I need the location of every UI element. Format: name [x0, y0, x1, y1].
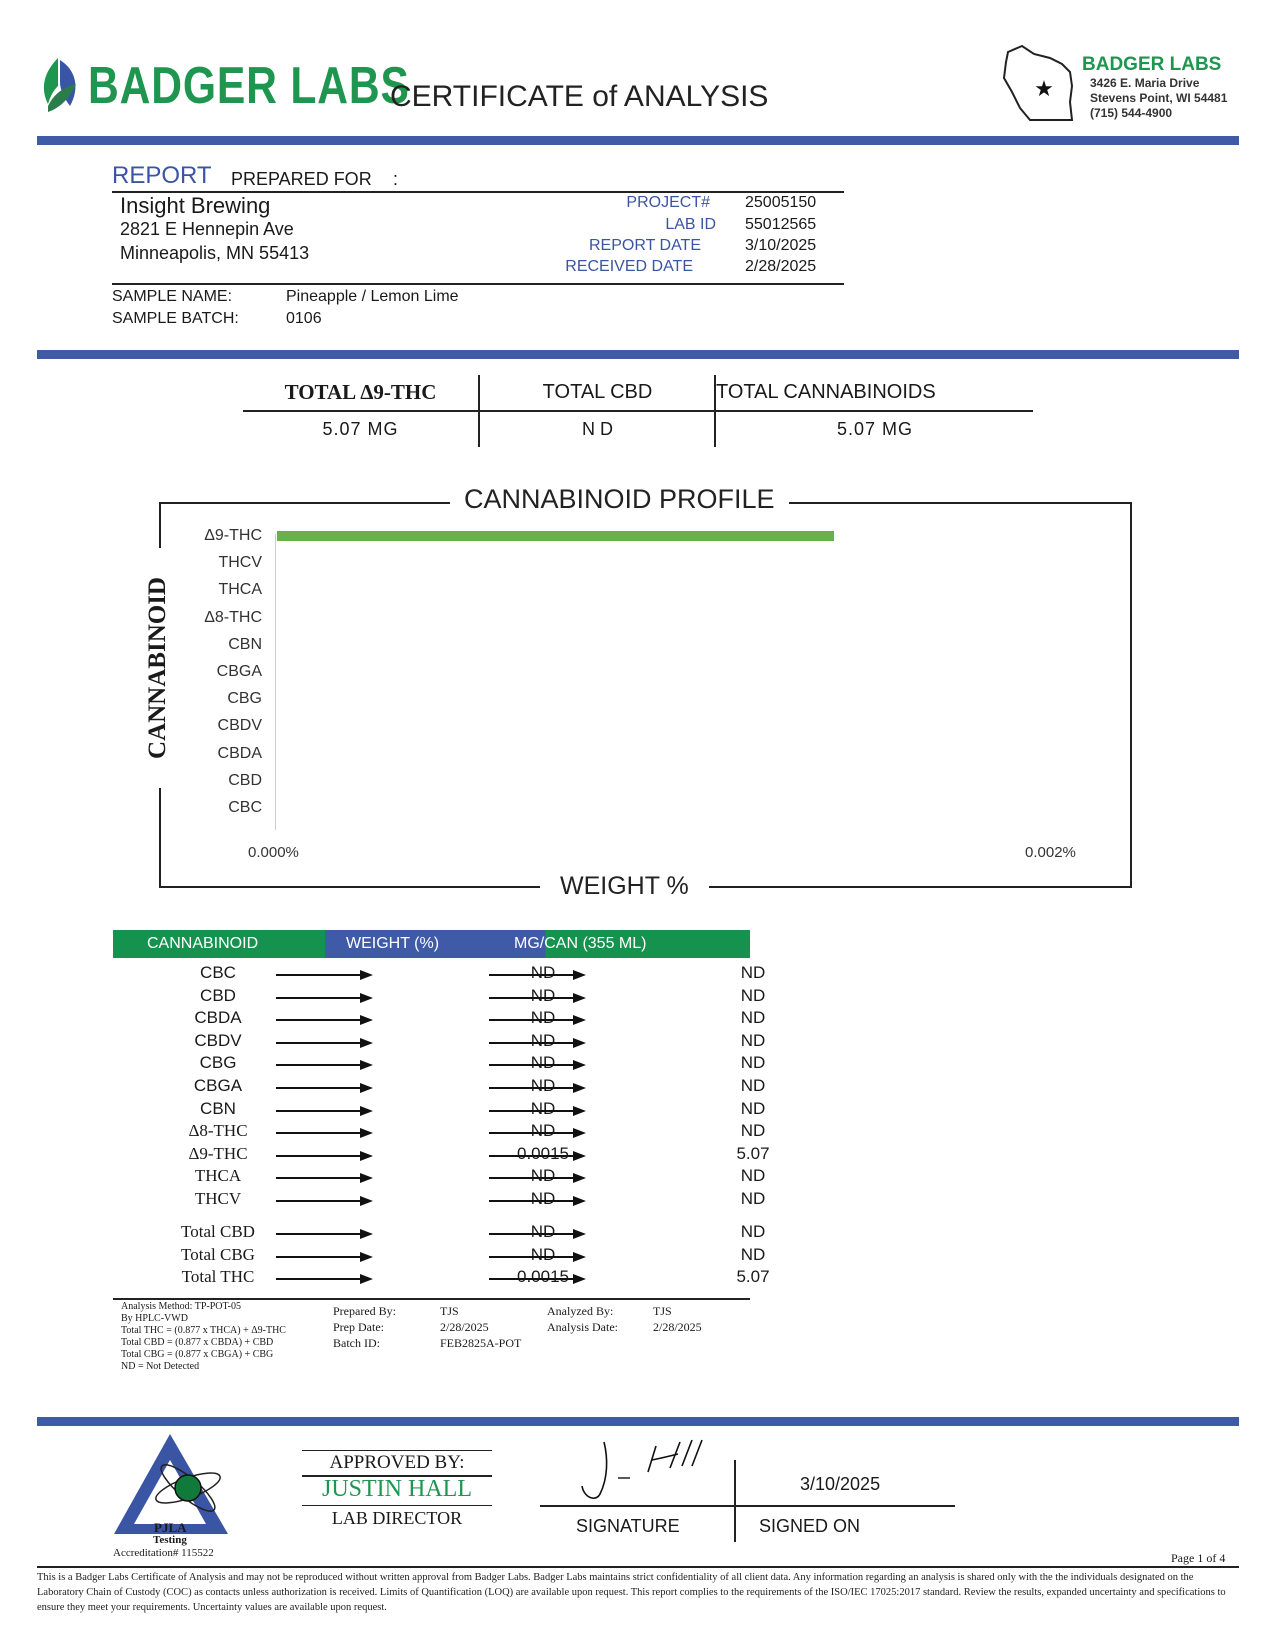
row-weight: 0.0015 [517, 1143, 569, 1163]
prep-values [440, 1303, 521, 1351]
chart-ylabel: CANNABINOID [144, 548, 172, 788]
row-cannabinoid: CBN [200, 1098, 236, 1118]
chart-category-label: CBDA [217, 744, 262, 762]
table-row [113, 1189, 766, 1212]
arrow-right-icon [489, 1059, 587, 1071]
sample-batch-label: SAMPLE BATCH: [112, 310, 239, 327]
arrow-right-icon [276, 1082, 374, 1094]
totals-line [243, 410, 1033, 412]
brand-logo-text: BADGER LABS [88, 57, 410, 115]
lab-name: BADGER LABS [1082, 54, 1222, 75]
chart-xlabel: WEIGHT % [540, 872, 709, 901]
table-row [113, 1143, 770, 1167]
table-row [113, 1076, 766, 1099]
row-weight: 0.0015 [517, 1267, 569, 1287]
row-mg: ND [740, 1030, 766, 1050]
method-notes [121, 1301, 286, 1373]
row-weight: ND [530, 1166, 556, 1186]
row-cannabinoid: Total CBD [181, 1222, 255, 1241]
chart-category-label: CBC [228, 799, 262, 816]
table-bottom-line [113, 1298, 750, 1300]
approved-bottom-line [302, 1505, 492, 1506]
analyzed-by-label: Analyzed By: [547, 1304, 614, 1318]
signature-icon [578, 1438, 708, 1504]
chart-category-label: CBD [228, 771, 262, 789]
arrow-right-icon [276, 1105, 374, 1117]
report-label: REPORT [112, 162, 212, 189]
table-row [113, 1030, 766, 1054]
accreditation-number: Accreditation# 115522 [113, 1547, 214, 1559]
client-address-line2: Minneapolis, MN 55413 [120, 243, 310, 263]
batch-id-value: FEB2825A-POT [440, 1336, 522, 1350]
chart-category-label: CBGA [216, 663, 262, 680]
table-row [113, 1244, 766, 1268]
sample-name-value: Pineapple / Lemon Lime [286, 288, 459, 305]
batch-id-label: Batch ID: [333, 1336, 380, 1350]
total-cannabinoids-label: TOTAL CANNABINOIDS [716, 381, 936, 403]
sample-name-label: SAMPLE NAME: [112, 288, 233, 305]
arrow-right-icon [276, 1195, 374, 1207]
row-cannabinoid: Total THC [181, 1267, 255, 1287]
analyzed-by-value: TJS [653, 1304, 672, 1318]
chart-bar [277, 531, 834, 541]
prep-date-value: 2/28/2025 [440, 1320, 489, 1334]
total-cbd-label: TOTAL CBD [542, 381, 653, 403]
chart-category-label: THCA [218, 581, 262, 599]
testing-label: Testing [153, 1534, 187, 1546]
row-cannabinoid: CBG [199, 1053, 237, 1073]
analysis-values [653, 1303, 702, 1335]
chart-category-label: Δ8-THC [204, 608, 262, 626]
approver-name: JUSTIN HALL [322, 1476, 472, 1502]
signature-label: SIGNATURE [576, 1516, 680, 1536]
wisconsin-map-icon [1000, 42, 1080, 126]
report-date-label: REPORT DATE [588, 237, 701, 254]
table-row [113, 963, 766, 986]
row-weight: ND [530, 1222, 556, 1241]
project-label: PROJECT# [626, 194, 710, 211]
row-cannabinoid: CBDV [194, 1030, 242, 1050]
arrow-right-icon [489, 1105, 587, 1117]
chart-axis-line [275, 534, 276, 830]
row-cannabinoid: THCV [194, 1189, 242, 1208]
row-weight: ND [530, 1008, 556, 1028]
chart-category-label: CBN [228, 635, 262, 653]
badger-leaf-logo-icon [36, 54, 82, 118]
arrow-right-icon [276, 1251, 374, 1263]
prepared-by-value: TJS [440, 1304, 459, 1318]
total-cbd-value: N D [582, 419, 613, 439]
signed-on-label: SIGNED ON [759, 1516, 861, 1536]
table-row [113, 1166, 766, 1189]
table-row [113, 985, 766, 1009]
row-weight: ND [530, 1121, 556, 1141]
row-weight: ND [530, 1030, 556, 1050]
total-cannabinoids-value: 5.07 MG [836, 419, 914, 439]
row-mg: ND [740, 1244, 766, 1264]
prepared-by-label: Prepared By: [333, 1304, 396, 1318]
arrow-right-icon [276, 1273, 374, 1285]
arrow-right-icon [489, 969, 587, 981]
row-cannabinoid: CBGA [193, 1076, 243, 1095]
arrow-right-icon [489, 1172, 587, 1184]
row-cannabinoid: THCA [194, 1166, 242, 1186]
prepared-for-label: PREPARED FOR [231, 169, 372, 189]
report-bottom-line [112, 283, 844, 285]
total-thc-label: TOTAL Δ9-THC [284, 380, 437, 404]
section-divider [37, 350, 1239, 359]
table-row [113, 1008, 766, 1031]
disclaimer-text: This is a Badger Labs Certificate of Analysis and may not be reproduced without written approval from Badger Labs. Badger Labs maintains strict confidentiality of all client data. Any information regarding an analysis is shared only with the the individuals designated on the Laboratory Chain of Custody (COC) as contacts unless authorization is received. Limits of Quantification (LOQ) are available upon request. This report complies to the requirements of the ISO/IEC 17025:2017 standard. Review the results, expanded uncertainty and specifications to ensure they meet your requirements. Uncertainty values are available upon request. [37, 1572, 1226, 1613]
svg-text:★: ★ [1034, 76, 1054, 101]
signed-date: 3/10/2025 [800, 1474, 881, 1494]
lab-phone: (715) 544-4900 [1090, 106, 1173, 120]
row-mg: ND [740, 1053, 766, 1073]
method-line: By HPLC-VWD [121, 1313, 188, 1324]
analysis-info [547, 1303, 618, 1335]
header-divider [37, 136, 1239, 145]
pjla-label: PJLA [154, 1520, 187, 1535]
arrow-right-icon [276, 1150, 374, 1162]
client-name: Insight Brewing [120, 193, 271, 218]
arrow-right-icon [489, 992, 587, 1004]
arrow-right-icon [276, 992, 374, 1004]
signature-line [540, 1505, 955, 1507]
report-date-value: 3/10/2025 [745, 237, 817, 254]
labid-label: LAB ID [665, 216, 716, 233]
method-line: Total THC = (0.877 x THCA) + Δ9-THC [121, 1325, 286, 1336]
table-row [113, 1121, 766, 1144]
approved-by-label: APPROVED BY: [329, 1452, 465, 1473]
row-weight: ND [530, 1076, 556, 1095]
row-weight: ND [530, 1244, 556, 1264]
arrow-right-icon [276, 969, 374, 981]
x-tick-min: 0.000% [248, 844, 299, 861]
row-cannabinoid: CBD [200, 985, 236, 1005]
sample-batch-value: 0106 [286, 310, 322, 327]
arrow-right-icon [489, 1273, 587, 1285]
arrow-right-icon [489, 1014, 587, 1026]
row-weight: ND [530, 1098, 556, 1118]
client-address-line1: 2821 E Hennepin Ave [120, 219, 294, 239]
row-mg: ND [740, 1076, 766, 1095]
row-cannabinoid: CBC [200, 963, 236, 982]
lab-address-line1: 3426 E. Maria Drive [1090, 76, 1200, 90]
arrow-right-icon [276, 1228, 374, 1240]
arrow-right-icon [276, 1014, 374, 1026]
th-cannabinoid: CANNABINOID [147, 935, 259, 952]
prep-date-label: Prep Date: [333, 1320, 384, 1334]
chart-title: CANNABINOID PROFILE [450, 484, 789, 515]
received-date-label: RECEIVED DATE [565, 258, 693, 275]
lab-address-line2: Stevens Point, WI 54481 [1090, 91, 1228, 105]
chart-category-label: THCV [218, 554, 262, 572]
th-mg: MG/CAN (355 ML) [514, 935, 647, 952]
row-mg: ND [740, 1189, 766, 1208]
arrow-right-icon [489, 1150, 587, 1162]
table-row [113, 1222, 766, 1245]
row-cannabinoid: Δ8-THC [188, 1121, 248, 1141]
page-number: Page 1 of 4 [1171, 1551, 1226, 1565]
chart-category-label: CBDV [217, 717, 262, 735]
row-cannabinoid: Total CBG [181, 1244, 255, 1264]
table-row [113, 1053, 766, 1076]
row-mg: ND [740, 1222, 766, 1241]
signature-divider [734, 1460, 736, 1542]
row-weight: ND [530, 985, 556, 1005]
method-line: Total CBG = (0.877 x CBGA) + CBG [121, 1349, 274, 1360]
chart-category-label: CBG [227, 690, 262, 708]
row-mg: 5.07 [736, 1267, 770, 1287]
approver-role: LAB DIRECTOR [331, 1508, 463, 1528]
row-mg: ND [740, 1008, 766, 1028]
approved-top-line [302, 1450, 492, 1451]
total-thc-value: 5.07 MG [322, 419, 399, 439]
x-tick-max: 0.002% [1025, 844, 1076, 861]
table-row [113, 1098, 766, 1122]
project-value: 25005150 [745, 194, 817, 211]
method-line: ND = Not Detected [121, 1361, 200, 1372]
page-title: CERTIFICATE of ANALYSIS [390, 80, 769, 113]
arrow-right-icon [276, 1127, 374, 1139]
prep-info [333, 1303, 396, 1351]
th-weight: WEIGHT (%) [346, 935, 440, 952]
row-weight: ND [530, 1189, 556, 1208]
row-mg: ND [740, 963, 766, 982]
row-cannabinoid: CBDA [194, 1008, 242, 1028]
method-line: Total CBD = (0.877 x CBDA) + CBD [121, 1337, 274, 1348]
row-weight: ND [530, 963, 556, 982]
arrow-right-icon [489, 1251, 587, 1263]
row-mg: ND [740, 1121, 766, 1141]
row-mg: ND [740, 1098, 766, 1118]
arrow-right-icon [276, 1037, 374, 1049]
labid-value: 55012565 [745, 216, 817, 233]
arrow-right-icon [489, 1037, 587, 1049]
row-mg: ND [740, 1166, 766, 1186]
arrow-right-icon [489, 1082, 587, 1094]
row-mg: 5.07 [736, 1143, 770, 1163]
table-row [113, 1267, 770, 1290]
footer-divider [37, 1417, 1239, 1426]
row-weight: ND [530, 1053, 556, 1073]
row-mg: ND [740, 985, 766, 1005]
chart-category-label: Δ9-THC [204, 527, 262, 544]
prepared-for-colon: : [393, 169, 399, 189]
arrow-right-icon [489, 1228, 587, 1240]
chart-frame [159, 502, 1132, 888]
disclaimer-line [37, 1566, 1239, 1568]
row-cannabinoid: Δ9-THC [188, 1143, 248, 1163]
method-line: Analysis Method: TP-POT-05 [121, 1301, 242, 1312]
analysis-date-label: Analysis Date: [547, 1320, 618, 1334]
arrow-right-icon [489, 1127, 587, 1139]
arrow-right-icon [489, 1195, 587, 1207]
arrow-right-icon [276, 1059, 374, 1071]
analysis-date-value: 2/28/2025 [653, 1320, 702, 1334]
received-date-value: 2/28/2025 [745, 258, 817, 275]
arrow-right-icon [276, 1172, 374, 1184]
